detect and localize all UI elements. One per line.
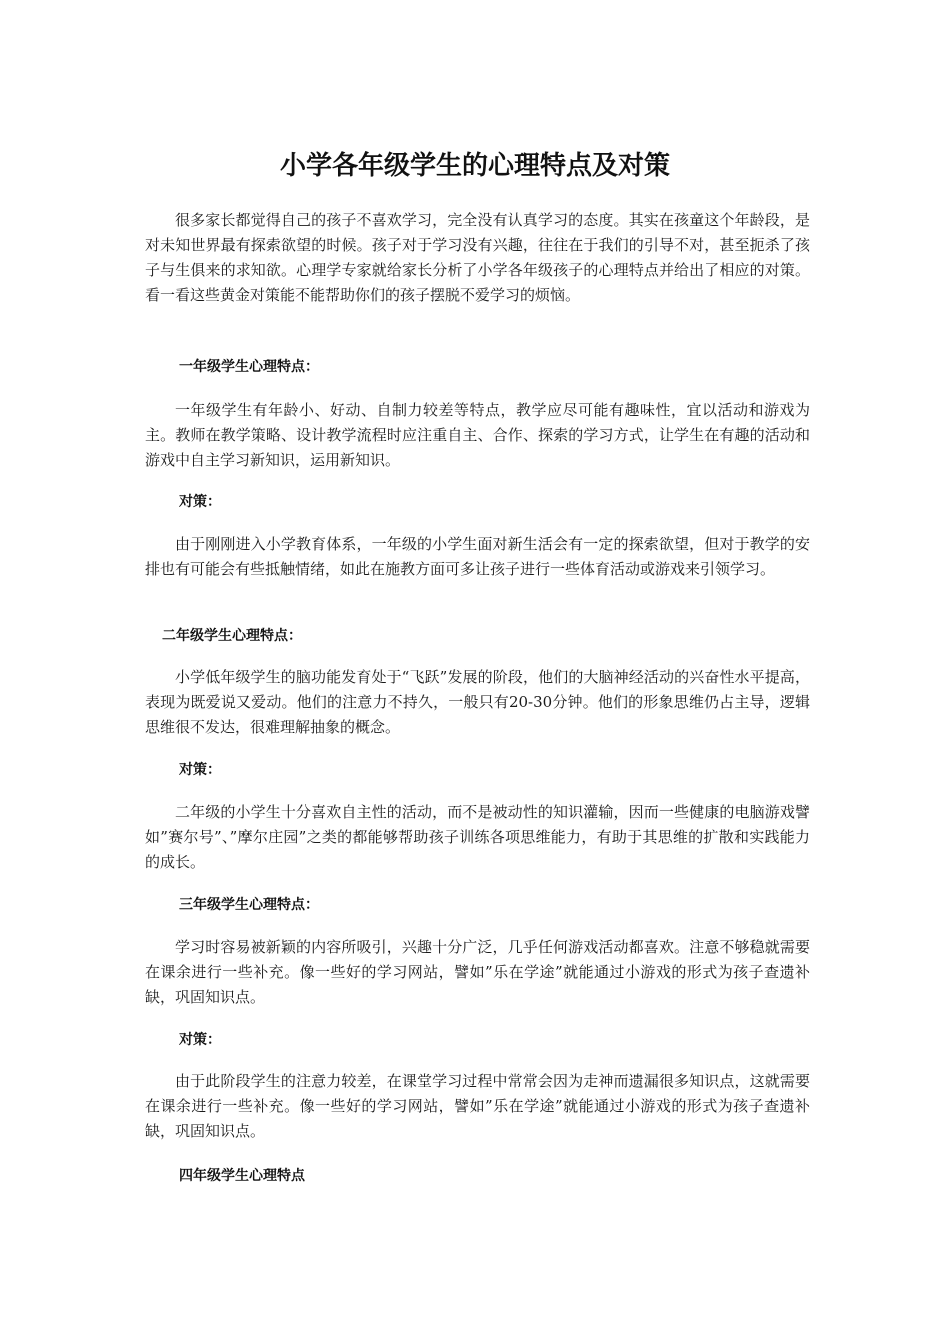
- grade3-strategy-heading: 对策：: [179, 1032, 221, 1048]
- intro-paragraph: 很多家长都觉得自己的孩子不喜欢学习，完全没有认真学习的态度。其实在孩童这个年龄段，是对未知世界最有探索欲望的时候。孩子对于学习没有兴趣，往往在于我们的引导不对，甚至扼杀了孩子与生俱来的求知欲。心理学专家就给家长分析了小学各年级孩子的心理特点并给出了相应的对策。看一看这些黄金对策能不能帮助你们的孩子摆脱不爱学习的烦恼。: [145, 211, 810, 304]
- grade2-paragraph: 小学低年级学生的脑功能发育处于“飞跃”发展的阶段，他们的大脑神经活动的兴奋性水平提高，表现为既爱说又爱动。他们的注意力不持久，一般只有20-30分钟。他们的形象思维仍占主导，逻辑思维很不发达，很难理解抽象的概念。: [145, 668, 810, 736]
- document-title: 小学各年级学生的心理特点及对策: [279, 151, 670, 181]
- grade3-strategy-paragraph: 由于此阶段学生的注意力较差，在课堂学习过程中常常会因为走神而遗漏很多知识点，这就需要在课余进行一些补充。像一些好的学习网站，譬如”乐在学途”就能通过小游戏的形式为孩子查遗补缺，巩固知识点。: [145, 1072, 810, 1140]
- grade1-heading: 一年级学生心理特点：: [179, 359, 319, 375]
- grade2-strategy-paragraph: 二年级的小学生十分喜欢自主性的活动，而不是被动性的知识灌输，因而一些健康的电脑游戏譬如”赛尔号”、”摩尔庄园”之类的都能够帮助孩子训练各项思维能力，有助于其思维的扩散和实践能力的成长。: [145, 803, 810, 871]
- grade1-paragraph: 一年级学生有年龄小、好动、自制力较差等特点，教学应尽可能有趣味性，宜以活动和游戏为主。教师在教学策略、设计教学流程时应注重自主、合作、探索的学习方式，让学生在有趣的活动和游戏中自主学习新知识，运用新知识。: [145, 401, 810, 469]
- grade2-heading: 二年级学生心理特点：: [162, 628, 302, 644]
- grade3-heading: 三年级学生心理特点：: [179, 897, 319, 913]
- grade1-strategy-heading: 对策：: [179, 494, 221, 510]
- grade2-strategy-heading: 对策：: [179, 762, 221, 778]
- grade3-paragraph: 学习时容易被新颖的内容所吸引，兴趣十分广泛，几乎任何游戏活动都喜欢。注意不够稳就需要在课余进行一些补充。像一些好的学习网站，譬如”乐在学途”就能通过小游戏的形式为孩子查遗补缺，巩固知识点。: [145, 938, 810, 1006]
- grade4-heading: 四年级学生心理特点: [179, 1168, 305, 1184]
- grade1-strategy-paragraph: 由于刚刚进入小学教育体系，一年级的小学生面对新生活会有一定的探索欲望，但对于教学的安排也有可能会有些抵触情绪，如此在施教方面可多让孩子进行一些体育活动或游戏来引领学习。: [145, 535, 810, 578]
